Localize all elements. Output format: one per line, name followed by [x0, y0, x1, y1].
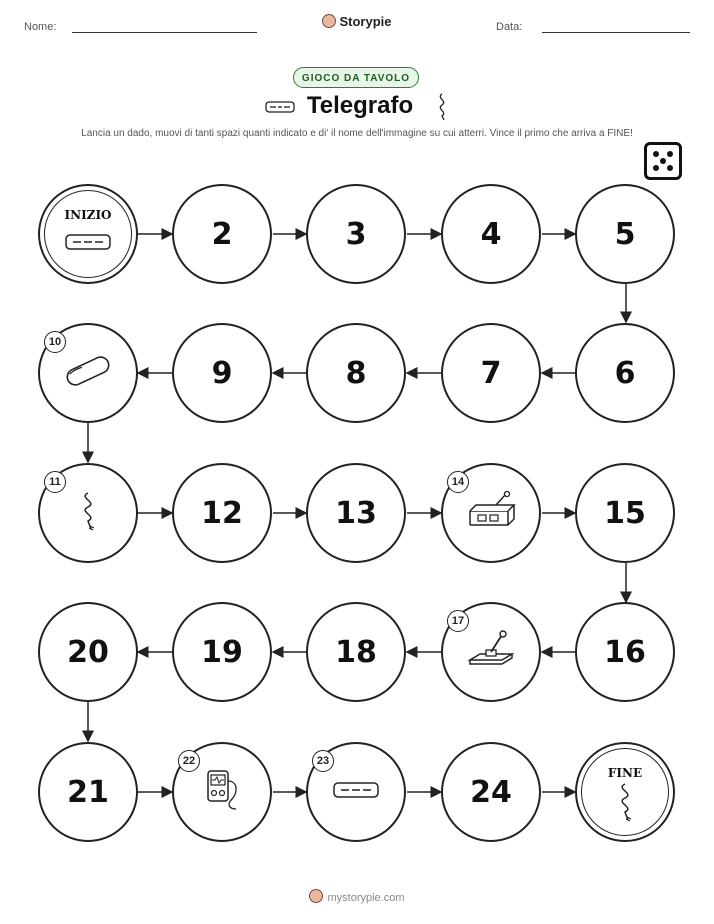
space-number: 8	[345, 355, 367, 391]
instructions: Lancia un dado, muovi di tanti spazi quanti indicato e di' il nome dell'immagine su cui atterri. Vince il primo che arriva a FINE!	[81, 128, 633, 139]
space-number-badge: 22	[178, 750, 200, 772]
space-number: 21	[67, 774, 109, 810]
wire-icon	[76, 491, 100, 536]
space-number: 9	[211, 355, 233, 391]
space-number: 15	[604, 495, 646, 531]
date-label: Data:	[496, 21, 523, 33]
space-number: 6	[614, 355, 636, 391]
space-number-badge: 17	[447, 610, 469, 632]
footer	[0, 889, 714, 904]
space-number: 12	[201, 495, 243, 531]
board-space	[306, 742, 406, 842]
space-number-badge: 10	[44, 331, 66, 353]
board-space	[172, 323, 272, 423]
board-space	[575, 463, 675, 563]
space-number: 3	[345, 216, 367, 252]
board-space	[441, 463, 541, 563]
name-label: Nome:	[24, 21, 57, 33]
board-space	[38, 742, 138, 842]
board-space	[575, 184, 675, 284]
title-text: Telegrafo	[306, 92, 414, 119]
space-number: 4	[480, 216, 502, 252]
board-space	[38, 463, 138, 563]
board-space	[172, 184, 272, 284]
board-space	[575, 323, 675, 423]
space-number: 20	[67, 634, 109, 670]
space-number: 24	[470, 774, 512, 810]
board-space	[575, 602, 675, 702]
space-number: 16	[604, 634, 646, 670]
morse-dash-icon	[65, 234, 111, 255]
board-space	[306, 323, 406, 423]
start-space	[38, 184, 138, 284]
footer-site: mystorypie.com	[327, 892, 405, 904]
category-badge: GIOCO DA TAVOLO	[293, 67, 419, 88]
space-number: 2	[211, 216, 233, 252]
space-number: 5	[614, 216, 636, 252]
board-space	[172, 602, 272, 702]
board-space	[38, 602, 138, 702]
telegraph-machine-icon	[466, 491, 516, 536]
space-number: 13	[335, 495, 377, 531]
board-space	[441, 184, 541, 284]
space-number-badge: 23	[312, 750, 334, 772]
morse-dash-icon	[333, 782, 379, 803]
space-number-badge: 11	[44, 471, 66, 493]
wire-icon	[613, 782, 637, 827]
board-space	[306, 184, 406, 284]
board-space	[172, 463, 272, 563]
brand-name: Storypie	[339, 14, 392, 29]
finish-space	[575, 742, 675, 842]
board-space	[441, 323, 541, 423]
board-space	[441, 742, 541, 842]
space-number: 18	[335, 634, 377, 670]
board-space	[306, 602, 406, 702]
space-number-badge: 14	[447, 471, 469, 493]
lever-switch-icon	[466, 630, 516, 675]
board-space	[306, 463, 406, 563]
mascot-icon	[309, 889, 323, 903]
start-label: INIZIO	[64, 208, 112, 222]
board-space	[441, 602, 541, 702]
board-space	[172, 742, 272, 842]
board-space	[38, 323, 138, 423]
finish-label: FINE	[607, 766, 643, 780]
space-number: 19	[201, 634, 243, 670]
signal-device-icon	[200, 767, 244, 818]
space-number: 7	[480, 355, 502, 391]
telegraph-key-icon	[62, 354, 114, 393]
